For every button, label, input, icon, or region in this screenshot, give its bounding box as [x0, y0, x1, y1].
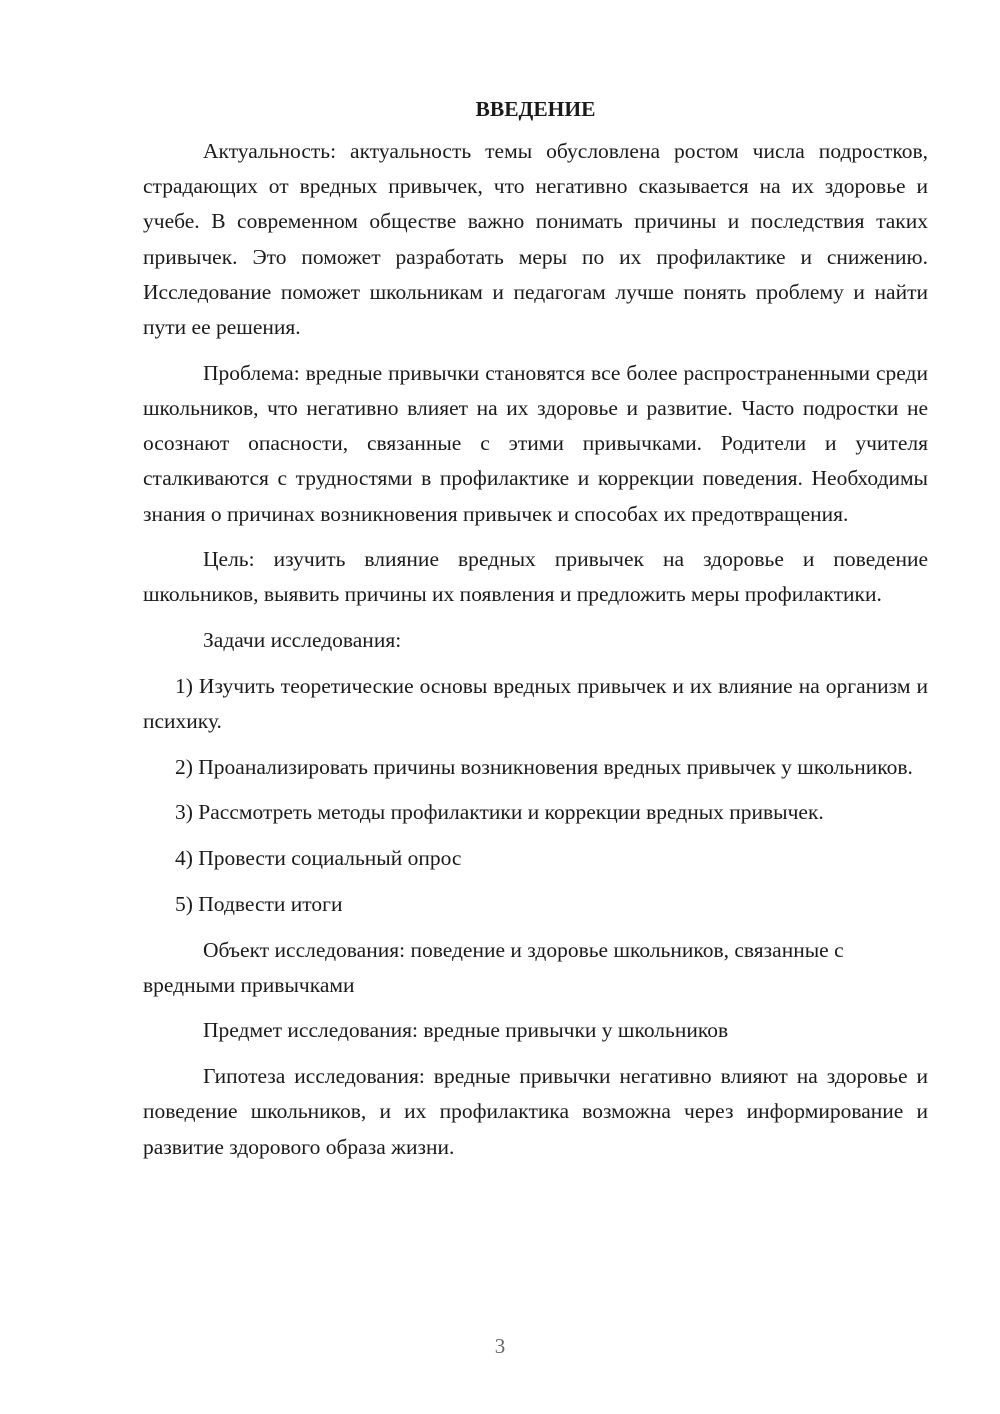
subject-paragraph: Предмет исследования: вредные привычки у школьников	[203, 1018, 729, 1043]
task-item-4: 4) Провести социальный опрос	[175, 846, 462, 871]
task-item-2: 2) Проанализировать причины возникновения вредных привычек у школьников.	[175, 754, 913, 779]
relevance-paragraph: Актуальность: актуальность темы обусловлена ростом числа подростков, страдающих от вредных привычек, что негативно сказывается на их здоровье и учебе. В современном обществе важно понимать причины и последствия таких привычек. Это поможет разработать меры по их профилактике и снижению. Исследование поможет школьникам и педагогам лучше понять проблему и найти пути ее решения.	[143, 139, 928, 340]
page-content	[143, 92, 928, 1175]
page-title: ВВЕДЕНИЕ	[475, 97, 596, 121]
task-item-5: 5) Подвести итоги	[175, 891, 343, 916]
goal-paragraph: Цель: изучить влияние вредных привычек на здоровье и поведение школьников, выявить причины их появления и предложить меры профилактики.	[143, 547, 928, 607]
hypothesis-paragraph: Гипотеза исследования: вредные привычки негативно влияют на здоровье и поведение школьников, и их профилактика возможна через информирование и развитие здорового образа жизни.	[143, 1064, 928, 1159]
task-item-1: 1) Изучить теоретические основы вредных привычек и их влияние на организм и психику.	[143, 673, 928, 734]
problem-paragraph: Проблема: вредные привычки становятся все более распространенными среди школьников, что негативно влияет на их здоровье и развитие. Часто подростки не осознают опасности, связанные с этими привычками. Родители и учителя сталкиваются с трудностями в профилактике и коррекции поведения. Необходимы знания о причинах возникновения привычек и способах их предотвращения.	[143, 360, 928, 526]
page-number: 3	[494, 1334, 506, 1358]
task-item-3: 3) Рассмотреть методы профилактики и коррекции вредных привычек.	[175, 800, 824, 825]
tasks-heading: Задачи исследования:	[203, 628, 402, 653]
object-paragraph: Объект исследования: поведение и здоровье школьников, связанные с вредными привычками	[143, 937, 844, 997]
